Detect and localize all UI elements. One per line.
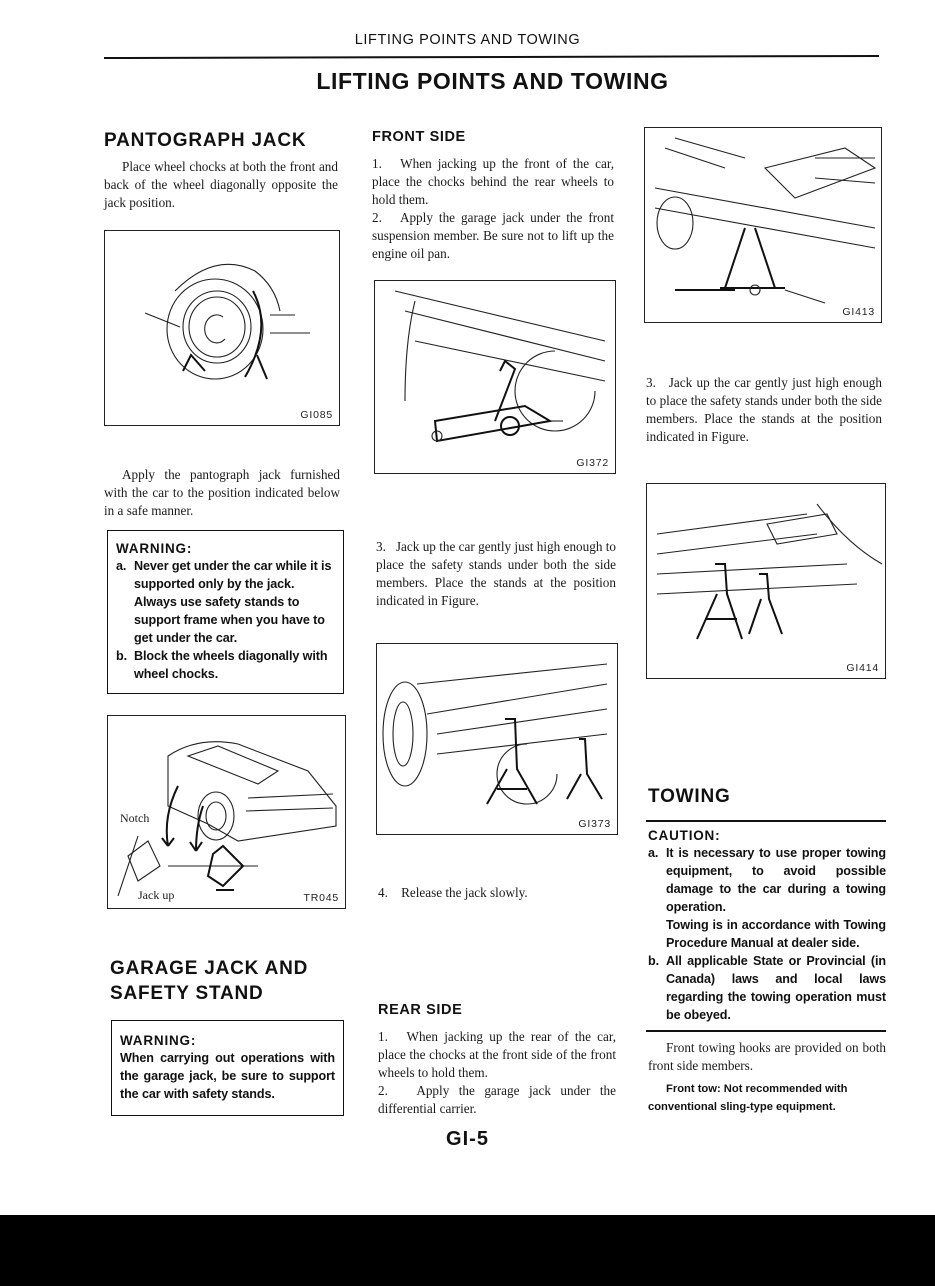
caution-item-b — [648, 952, 886, 1024]
pantograph-intro-text: Place wheel chocks at both the front and back of the wheel diagonally opposite the jack position. — [104, 159, 338, 210]
caution-item-a — [648, 844, 886, 952]
rear-side-step-2 — [378, 1082, 616, 1118]
pantograph-warning-box — [107, 530, 344, 694]
step-number: 3. — [376, 539, 386, 554]
front-side-step-2 — [372, 209, 614, 263]
warning-item-text: Block the wheels diagonally with wheel chocks. — [134, 649, 328, 681]
jack-up-callout: Jack up — [138, 888, 175, 902]
towing-heading: TOWING — [648, 786, 731, 807]
garage-jack-heading-line2: SAFETY STAND — [110, 983, 264, 1004]
garage-warning-text: When carrying out operations with the garage jack, be sure to support the car with safety stands. — [120, 1051, 335, 1101]
step-text: Jack up the car gently just high enough to place the safety stands under both the side members. Place the stands at the position indicated in Figure. — [376, 539, 617, 608]
rear-side-step-1 — [378, 1028, 616, 1082]
warning-item-b — [116, 647, 335, 683]
step-text: Apply the garage jack under the differential carrier. — [378, 1083, 616, 1116]
figure-rear-safety-stands — [646, 483, 886, 679]
figure-label: GI372 — [576, 457, 609, 469]
warning-item-marker: b. — [116, 649, 127, 663]
step-number: 4. — [378, 885, 388, 900]
wheel-chocks-illustration — [105, 231, 339, 425]
figure-rear-garage-jack — [644, 127, 882, 323]
rear-stands-illustration — [647, 484, 885, 678]
rear-side-step-3 — [646, 374, 882, 446]
figure-wheel-chocks — [104, 230, 340, 426]
scan-bottom-bar — [0, 1215, 935, 1286]
towing-hooks-text: Front towing hooks are provided on both front side members. — [648, 1040, 886, 1073]
front-side-step-1 — [372, 155, 614, 209]
step-number: 2. — [372, 210, 382, 225]
figure-pantograph-jack-car — [107, 715, 346, 909]
step-text: When jacking up the front of the car, place the chocks behind the rear wheels to hold them. — [372, 156, 615, 207]
warning-item-text: Never get under the car while it is supported only by the jack. Always use safety stands to support frame when you have to get under the car. — [134, 559, 332, 645]
figure-label: GI413 — [842, 306, 875, 318]
header-rule — [104, 55, 879, 59]
step-number: 1. — [378, 1029, 388, 1044]
step-text: Release the jack slowly. — [401, 885, 528, 900]
caution-item-text: It is necessary to use proper towing equipment, to avoid possible damage to the car during a towing operation. — [666, 846, 886, 914]
step-number: 2. — [378, 1083, 388, 1098]
pantograph-jack-heading: PANTOGRAPH JACK — [104, 130, 307, 151]
figure-front-safety-stands — [376, 643, 618, 835]
caution-title: CAUTION: — [648, 828, 721, 843]
caution-item-text: All applicable State or Provincial (in Canada) laws and local laws regarding the towing operation must be obeyed. — [666, 954, 886, 1022]
step-number: 3. — [646, 375, 656, 390]
front-stands-illustration — [377, 644, 617, 834]
front-side-step-3 — [376, 538, 616, 610]
caution-item-extra: Towing is in accordance with Towing Procedure Manual at dealer side. — [666, 918, 886, 950]
warning-title: WARNING: — [120, 1033, 197, 1048]
garage-warning-box — [111, 1020, 344, 1116]
front-side-heading: FRONT SIDE — [372, 129, 466, 145]
figure-label: GI085 — [300, 409, 333, 421]
warning-title: WARNING: — [116, 541, 193, 556]
caution-item-marker: a. — [648, 846, 659, 860]
warning-item-marker: a. — [116, 559, 127, 573]
caution-item-marker: b. — [648, 954, 659, 968]
figure-label: TR045 — [303, 892, 339, 904]
rear-jack-illustration — [645, 128, 881, 322]
page-number: GI-5 — [446, 1128, 489, 1150]
rear-side-heading: REAR SIDE — [378, 1002, 463, 1018]
running-header: LIFTING POINTS AND TOWING — [354, 32, 581, 48]
garage-jack-heading-line1: GARAGE JACK AND — [110, 958, 309, 979]
front-side-step-4 — [378, 884, 618, 902]
step-text: When jacking up the rear of the car, place the chocks at the front side of the front wheels to hold them. — [378, 1029, 617, 1080]
page-title: LIFTING POINTS AND TOWING — [316, 68, 669, 94]
caution-end-rule — [646, 1030, 886, 1032]
figure-front-garage-jack — [374, 280, 616, 474]
front-jack-illustration — [375, 281, 615, 473]
pantograph-apply-text: Apply the pantograph jack furnished with the car to the position indicated below in a safe manner. — [104, 467, 340, 518]
warning-item-a — [116, 557, 335, 647]
step-number: 1. — [372, 156, 382, 171]
front-tow-note: Front tow: Not recommended with conventional sling-type equipment. — [648, 1083, 848, 1113]
figure-label: GI373 — [578, 818, 611, 830]
step-text: Jack up the car gently just high enough to place the safety stands under both the side members. Place the stands at the position indicated in Figure. — [646, 375, 882, 444]
towing-caution — [648, 828, 886, 1024]
figure-label: GI414 — [846, 662, 879, 674]
towing-rule — [646, 820, 886, 822]
notch-callout: Notch — [120, 811, 150, 825]
step-text: Apply the garage jack under the front suspension member. Be sure not to lift up the engine oil pan. — [372, 210, 614, 261]
